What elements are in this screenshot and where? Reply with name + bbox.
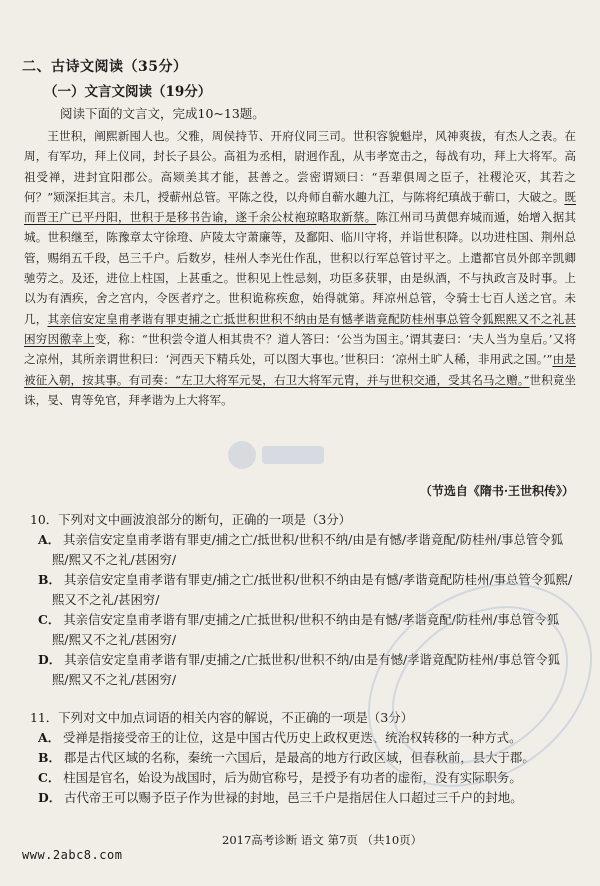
option-label: C． (38, 770, 61, 785)
passage-underlined-1: 既而晋王广已平丹阳，世积于是移书告谕，遂千余公杖袍琼略取新蔡。 (24, 189, 576, 225)
question-11-option-c[interactable] (30, 768, 575, 788)
option-text: 郡是古代区域的名称，秦统一六国后，是最高的地方行政区域，但春秋前，县大于郡。 (63, 750, 535, 765)
question-11-option-d[interactable] (30, 788, 575, 808)
question-10 (30, 510, 575, 690)
passage-part-1: 王世积，阐熙新囤人也。父雅，周侯持节、开府仪同三司。世积容貌魁岸，风神爽拔，有杰人之表。在周，有军功，拜上仪同，封长子县公。高祖为丞相，尉迥作乱，从韦孝宽击之，每战有功，拜上大将军。高祖受禅，进封宜阳郡公。高颎美其才能，甚善之。尝密谓颎曰：“吾辈俱周之臣子，社稷沦灭，其若之何？”颎深拒其言。未几，授蕲州总管。平陈之役，以舟师自蕲水趣九江，与陈将纪瑱战于蕲口，大破之。 (24, 129, 576, 204)
question-10-option-d[interactable] (30, 650, 575, 690)
option-label: A． (38, 730, 61, 745)
question-11-option-b[interactable] (30, 748, 575, 768)
option-text: 其亲信安定皇甫孝谐有罪吏/捕之亡/抵世积/世积不纳由是有憾/孝谐竟配防桂州/事总管令狐熙/熙又不之礼/甚困穷/ (52, 572, 573, 607)
option-label: A． (38, 532, 61, 547)
instruction-text: 阅读下面的文言文，完成10~13题。 (60, 106, 265, 121)
question-11-option-a[interactable] (30, 728, 575, 748)
option-label: D． (38, 652, 62, 667)
option-text: 柱国是官名，始设为战国时，后为勋官称号，是授予有功者的虚衔，没有实际职务。 (63, 770, 522, 785)
question-10-stem: 10．下列对文中画波浪部分的断句，正确的一项是（3分） (30, 512, 352, 527)
option-label: C． (38, 612, 61, 627)
passage-wavy-section: 其亲信安定皇甫孝谐有罪吏捕之亡抵世积世积不纳由是有憾孝谐竟配防桂州事总管令狐熙熙又不之礼甚困穷因徼幸上 (24, 311, 576, 346)
option-text: 古代帝王可以赐予臣子作为世禄的封地，邑三千户是指居住人口超过三千户的封地。 (64, 790, 523, 805)
passage-part-3: 变，称：“世积尝令道人相其贵不？道人答曰：‘公当为国主。’谓其妻曰：‘夫人当为皇后。’又将之凉州，其所亲谓世积曰：‘河西天下精兵处，可以图大事也。’世积曰：‘凉州土旷人稀，非用武之国。’” (24, 331, 576, 367)
option-text: 受禅是指接受帝王的让位，这是中国古代历史上政权更迭、统治权转移的一种方式。 (63, 730, 522, 745)
option-label: B． (38, 750, 61, 765)
passage-underlined-2: 由是被征入朝，按其事。有司奏：“左卫大将军元旻，右卫大将军元胄，并与世积交通，受其名马之赠。” (24, 352, 576, 387)
option-label: B． (38, 572, 61, 587)
question-10-option-c[interactable] (30, 610, 575, 650)
classical-passage (24, 126, 576, 410)
question-11-stem: 11．下列对文中加点词语的相关内容的解说，不正确的一项是（3分） (30, 710, 413, 725)
option-text: 其亲信安定皇甫孝谐有罪吏/捕之亡/抵世积/世积不纳/由是有憾/孝谐竟配/防桂州/事总管令狐熙/熙又不之礼/甚困穷/ (52, 532, 564, 567)
site-url: www.2abc8.com (22, 848, 123, 862)
passage-source: （节选自《隋书·王世积传》） (419, 484, 574, 498)
option-text: 其亲信安定皇甫孝谐有罪/吏捕之/亡抵世积/世积不纳由是有憾/孝谐竟配/防桂州/事总管令狐熙/熙又不之礼/甚困穷/ (52, 612, 560, 647)
subsection-title: （一）文言文阅读（19分） (44, 84, 212, 100)
section-title: 二、古诗文阅读（35分） (22, 59, 188, 75)
question-11 (30, 708, 575, 808)
page-number: 2017高考诊断 语文 第7页 （共10页） (222, 833, 423, 847)
passage-part-2: 陈江州司马黄偲弃城而遁，始增入据其城。世积继至，陈豫章太守徐璒、庐陵太守萧廉等，及鄱阳、临川守将，并诣世积降。以功进柱国、荆州总管，赐绢五千段，邑三千户。后数岁，桂州人李光仕作乱，世积以行军总管讨平之。上遣都官员外郎辛凯卿驰劳之。及还，进位上柱国，上甚重之。世积见上性忌刻，功臣多获罪，由是纵酒，不与执政言及时事。上以为有酒疾，舍之宫内，令医者疗之。世积诡称疾愈，始得就第。拜凉州总管，令骑士七百人送之官。未几， (24, 210, 576, 326)
question-10-option-b[interactable] (30, 570, 575, 610)
option-label: D． (38, 790, 62, 805)
watermark-logo-icon (222, 432, 332, 478)
option-text: 其亲信安定皇甫孝谐有罪/吏捕之/亡抵世积/世积不纳/由是有憾/孝谐竟配防桂州/事总管令狐熙/熙又不之礼/甚困穷/ (52, 652, 561, 687)
question-10-option-a[interactable] (30, 530, 575, 570)
passage-part-4: 世积竟坐诛，旻、胄等免官，拜孝谐为上大将军。 (24, 372, 576, 407)
